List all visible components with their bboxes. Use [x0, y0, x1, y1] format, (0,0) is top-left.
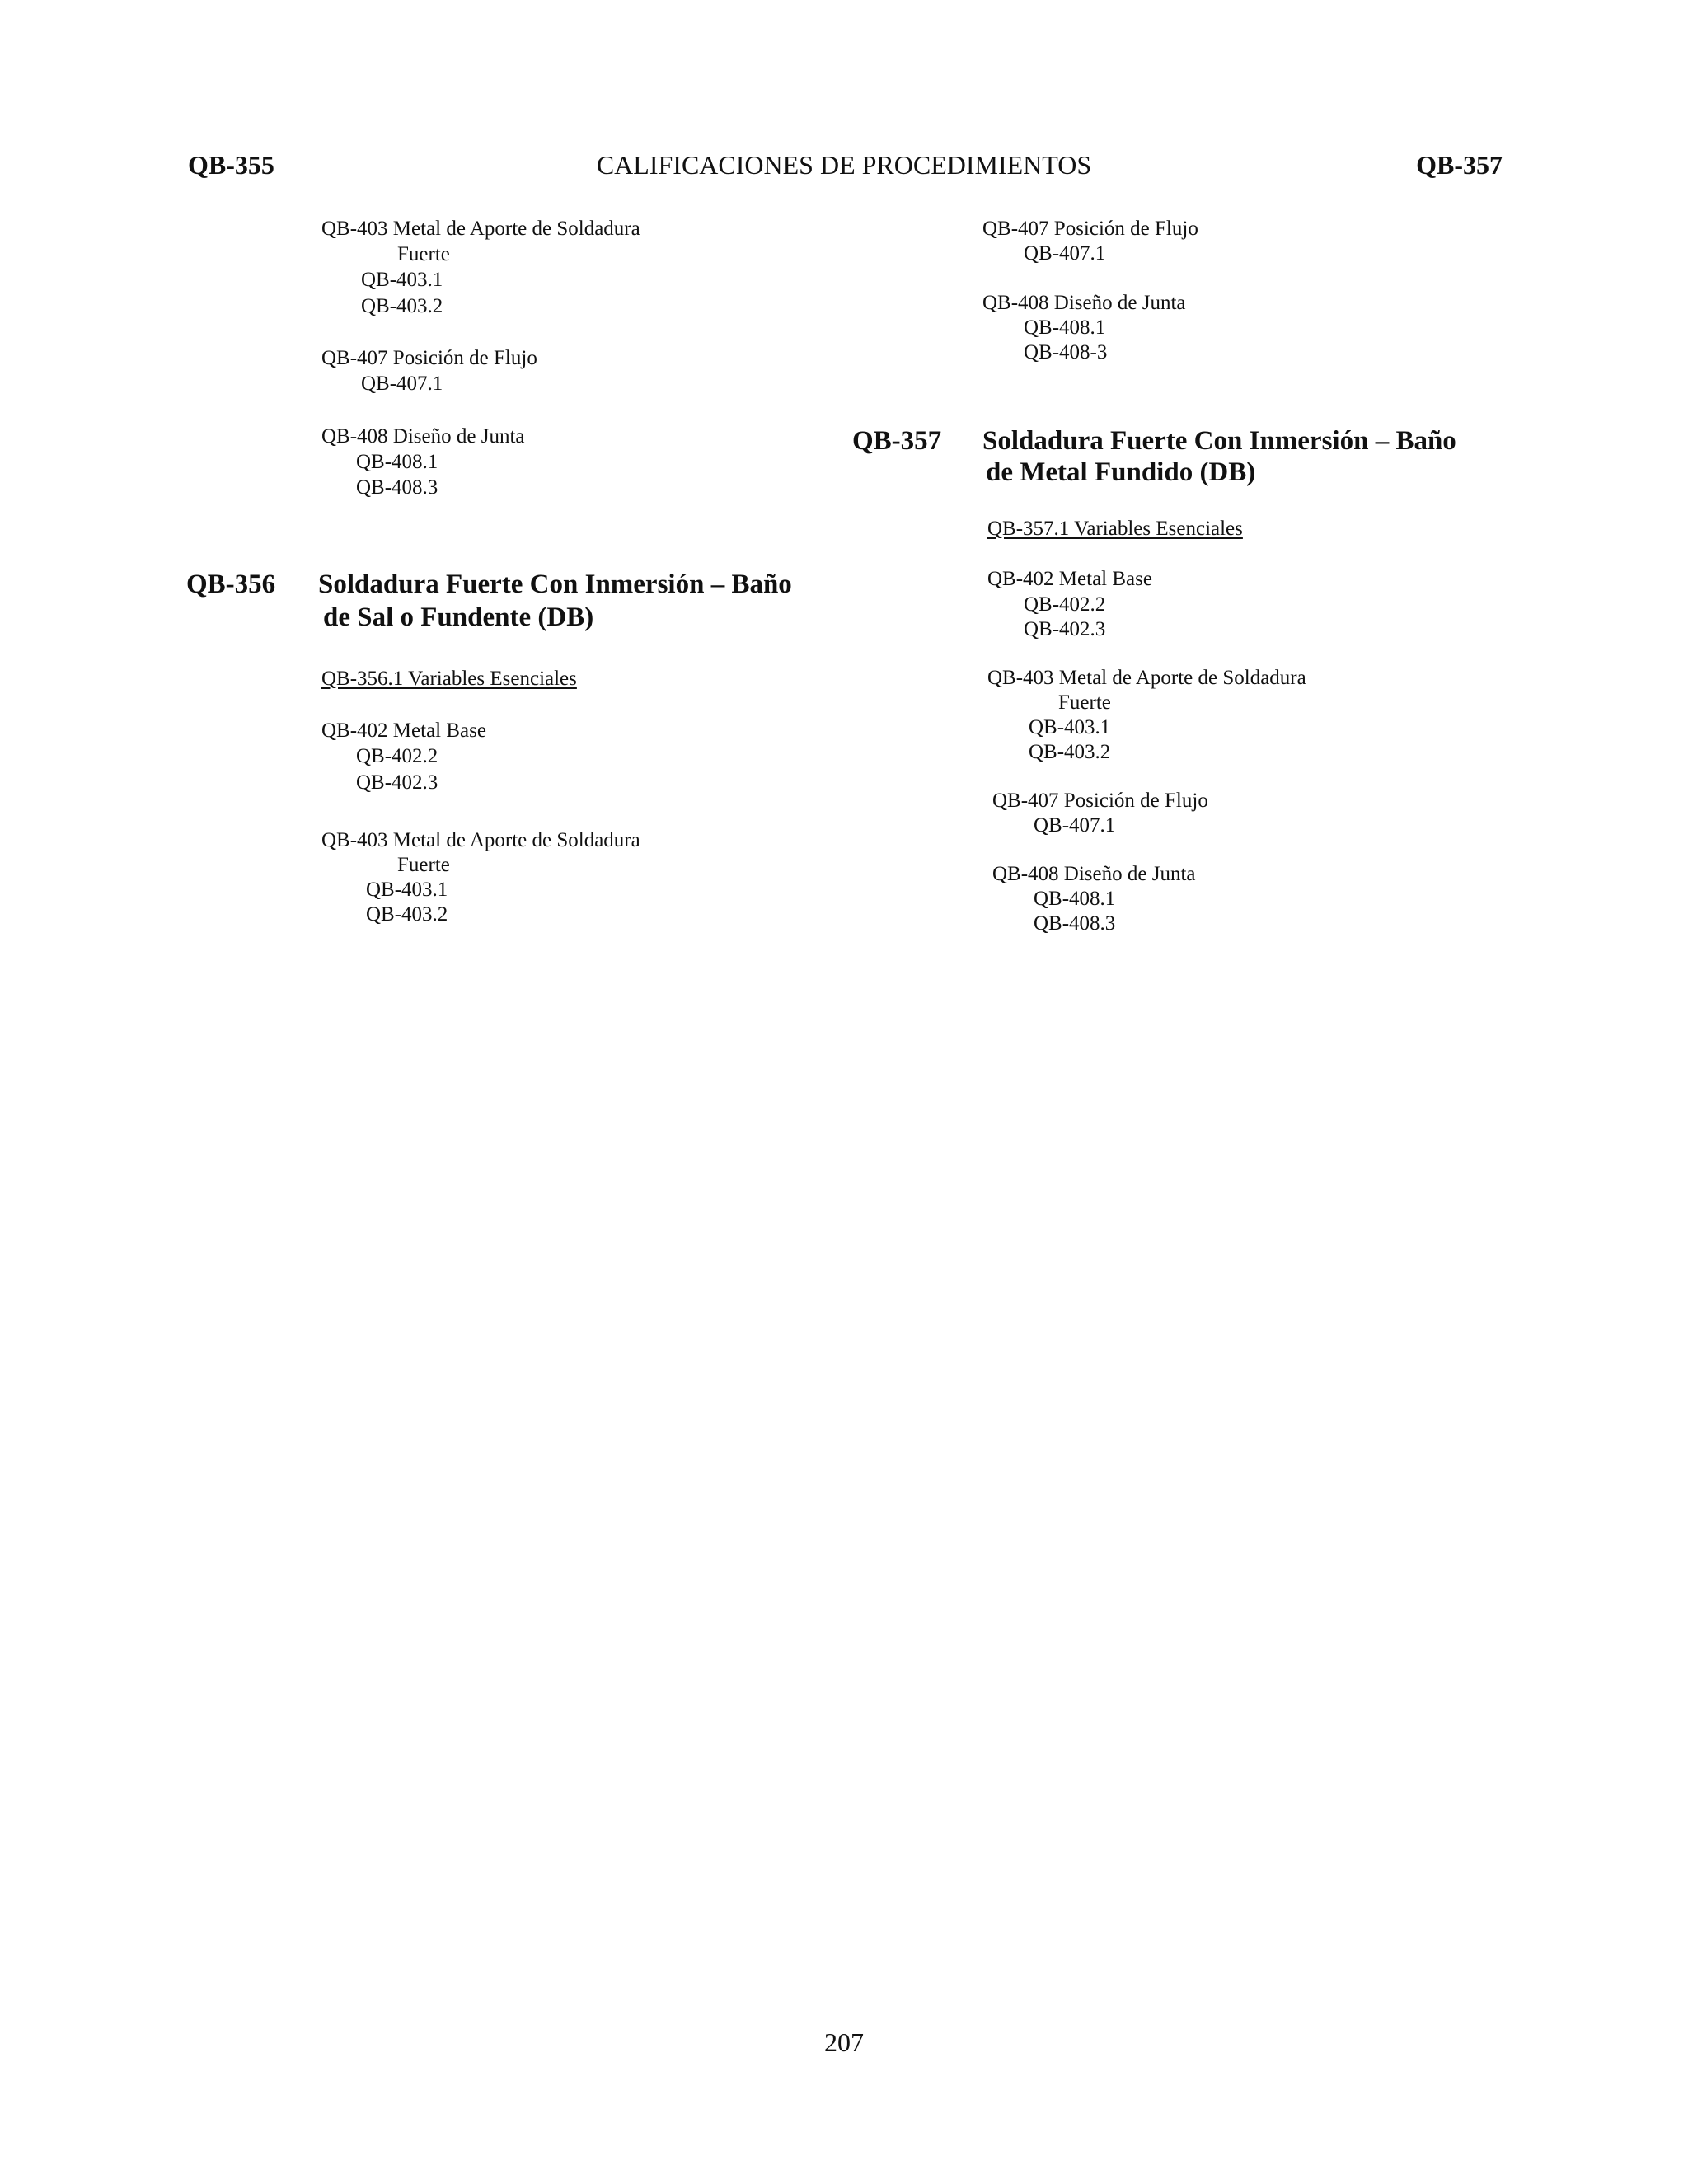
right-b408-title: QB-408 Diseño de Junta [982, 292, 1186, 314]
section-357-b408-item-1: QB-408.1 [1034, 888, 1116, 910]
section-357-b403-title: QB-403 Metal de Aporte de Soldadura [987, 667, 1306, 689]
section-356-b403-item-2: QB-403.2 [366, 903, 448, 926]
header-title: CALIFICACIONES DE PROCEDIMIENTOS [596, 150, 1092, 180]
section-357-number: QB-357 [852, 426, 942, 456]
section-356-b403-item-1: QB-403.1 [366, 879, 448, 901]
section-356-b402-title: QB-402 Metal Base [321, 719, 486, 742]
section-356-number: QB-356 [186, 569, 276, 599]
left-b408-item-2: QB-408.3 [356, 476, 438, 499]
section-357-b407-title: QB-407 Posición de Flujo [992, 790, 1208, 812]
left-b408-title: QB-408 Diseño de Junta [321, 425, 525, 448]
section-356-title-line2: de Sal o Fundente (DB) [323, 602, 594, 632]
section-356-b402-item-2: QB-402.3 [356, 771, 438, 794]
section-356-title-line1: Soldadura Fuerte Con Inmersión – Baño [318, 569, 792, 599]
left-b407-title: QB-407 Posición de Flujo [321, 347, 537, 369]
right-b408-item-2: QB-408-3 [1024, 341, 1108, 363]
section-356-b402-item-1: QB-402.2 [356, 745, 438, 767]
section-357-b403-item-1: QB-403.1 [1029, 716, 1111, 738]
section-357-b408-title: QB-408 Diseño de Junta [992, 863, 1196, 885]
section-356-b403-title-cont: Fuerte [397, 854, 450, 876]
header-left-code: QB-355 [188, 150, 274, 180]
header-right-code: QB-357 [1416, 150, 1503, 180]
left-b403-title: QB-403 Metal de Aporte de Soldadura [321, 218, 640, 240]
left-b403-item-1: QB-403.1 [361, 269, 443, 291]
section-356-b403-title: QB-403 Metal de Aporte de Soldadura [321, 829, 640, 851]
section-357-b402-item-1: QB-402.2 [1024, 593, 1106, 616]
left-b403-title-cont: Fuerte [397, 243, 450, 265]
section-357-subheading: QB-357.1 Variables Esenciales [987, 518, 1243, 540]
section-357-b402-item-2: QB-402.3 [1024, 618, 1106, 640]
right-b407-title: QB-407 Posición de Flujo [982, 218, 1198, 240]
right-b407-item-1: QB-407.1 [1024, 242, 1106, 265]
left-b407-item-1: QB-407.1 [361, 373, 443, 395]
section-357-title-line1: Soldadura Fuerte Con Inmersión – Baño [982, 426, 1456, 456]
left-b408-item-1: QB-408.1 [356, 451, 438, 473]
page-number: 207 [824, 2027, 864, 2057]
section-357-b408-item-2: QB-408.3 [1034, 912, 1116, 935]
section-357-b403-title-cont: Fuerte [1058, 691, 1111, 714]
section-357-b403-item-2: QB-403.2 [1029, 741, 1111, 763]
right-b408-item-1: QB-408.1 [1024, 316, 1106, 339]
section-357-b402-title: QB-402 Metal Base [987, 568, 1152, 590]
left-b403-item-2: QB-403.2 [361, 295, 443, 317]
section-356-subheading: QB-356.1 Variables Esenciales [321, 668, 577, 690]
section-357-b407-item-1: QB-407.1 [1034, 814, 1116, 837]
section-357-title-line2: de Metal Fundido (DB) [986, 457, 1256, 487]
